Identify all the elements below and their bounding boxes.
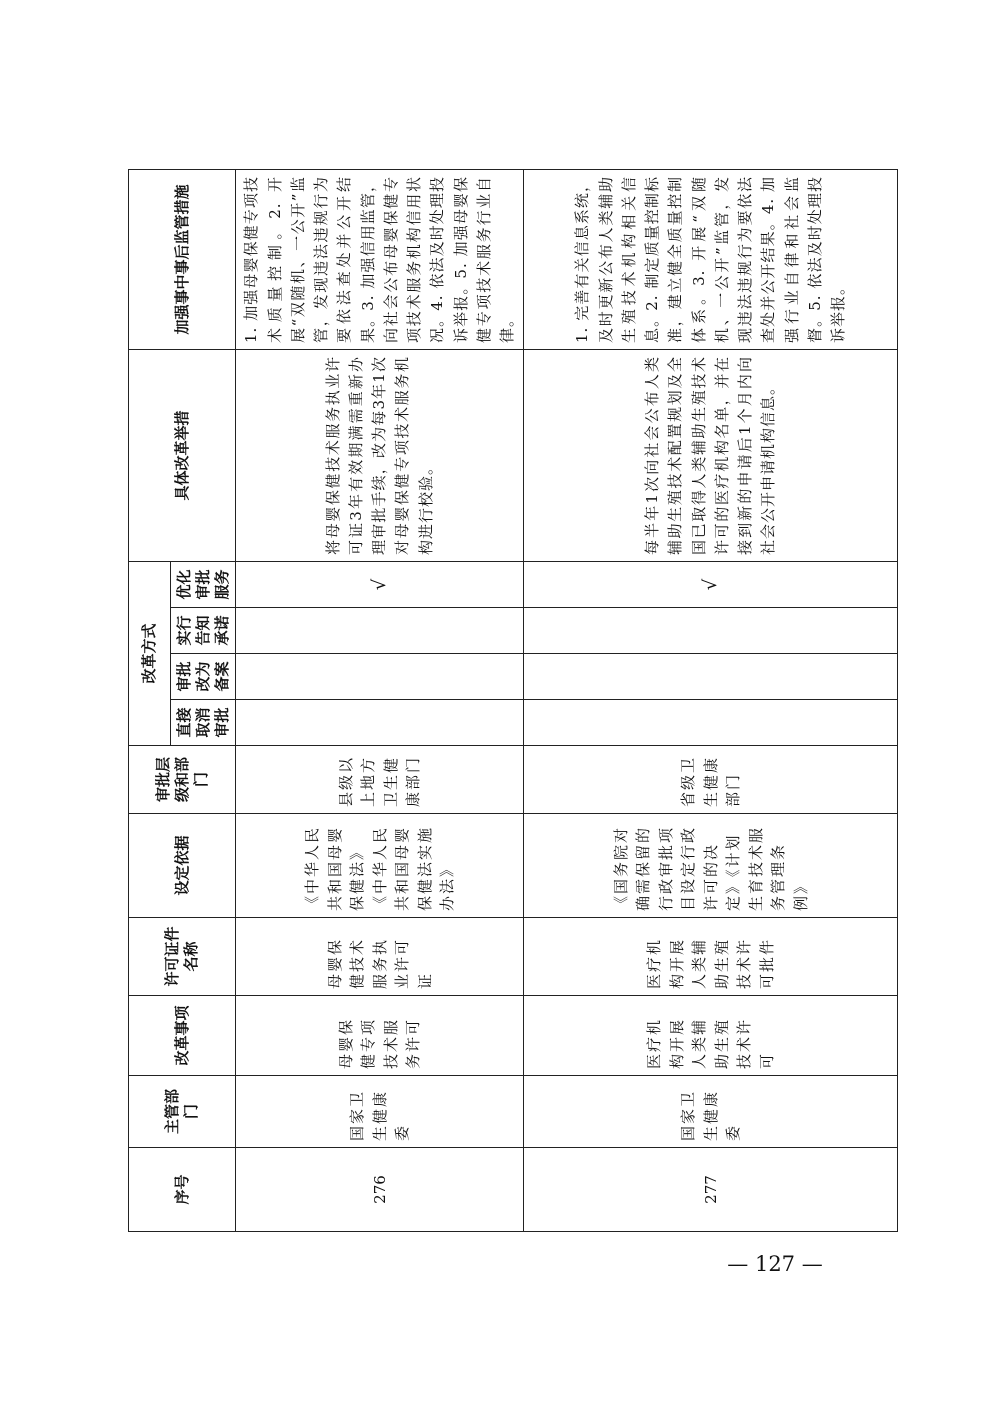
- cell-measures: 将母婴保健技术服务执业许可证3年有效期满需重新办理审批手续，改为每3年1次对母婴保健专项技术服务机构进行校验。: [236, 349, 524, 561]
- header-mode-notify: 实行告知承诺: [171, 608, 236, 654]
- cell-supervision: 1. 加强母婴保健专项技术质量控制。2. 开展“双随机、一公开”监管，发现违法违规行为要依法查处并公开结果。3. 加强信用监管，向社会公布母婴保健专项技术服务机构信用状况。4. 依法及时处理投诉举报。5. 加强母婴保健专项技术服务行业自律。: [236, 169, 524, 349]
- cell-mode-optimize: [524, 561, 898, 607]
- cell-seq: 276: [236, 1148, 524, 1232]
- header-dept: 主管部门: [129, 1076, 236, 1148]
- header-mode-record: 审批改为备案: [171, 654, 236, 700]
- cell-seq: 277: [524, 1148, 898, 1232]
- header-level: 审批层级和部门: [129, 746, 236, 814]
- header-measures: 具体改革举措: [129, 349, 236, 561]
- cell-mode-optimize: [236, 561, 524, 607]
- header-license: 许可证件名称: [129, 918, 236, 996]
- header-mode-optimize: 优化审批服务: [171, 561, 236, 607]
- cell-mode-record: [524, 654, 898, 700]
- header-mode-group: 改革方式: [129, 561, 171, 745]
- reform-items-table: [128, 169, 898, 1232]
- cell-supervision: 1. 完善有关信息系统，及时更新公布人类辅助生殖技术机构相关信息。2. 制定质量控制标准，建立健全质量控制体系。3. 开展“双随机、一公开”监管，发现违法违规行为要依法查处并公开结果。4. 加强行业自律和社会监督。5. 依法及时处理投诉举报。: [524, 169, 898, 349]
- cell-dept: 国家卫生健康委: [236, 1076, 524, 1148]
- cell-measures: 每半年1次向社会公布人类辅助生殖技术配置规划及全国已取得人类辅助生殖技术许可的医疗机构名单，并在接到新的申请后1个月内向社会公开申请机构信息。: [524, 349, 898, 561]
- header-basis: 设定依据: [129, 814, 236, 918]
- header-mode-cancel: 直接取消审批: [171, 700, 236, 746]
- cell-mode-record: [236, 654, 524, 700]
- cell-level: 省级卫生健康部门: [524, 746, 898, 814]
- cell-mode-notify: [236, 608, 524, 654]
- page-number: — 127 —: [727, 1252, 823, 1276]
- cell-license: 母婴保健技术服务执业许可证: [236, 918, 524, 996]
- cell-dept: 国家卫生健康委: [524, 1076, 898, 1148]
- check-mark-icon: √: [700, 578, 722, 591]
- table-row: [236, 169, 524, 1231]
- cell-item: 医疗机构开展人类辅助生殖技术许可: [524, 996, 898, 1076]
- cell-mode-cancel: [524, 700, 898, 746]
- cell-level: 县级以上地方卫生健康部门: [236, 746, 524, 814]
- header-supervision: 加强事中事后监管措施: [129, 169, 236, 349]
- cell-basis: 《中华人民共和国母婴保健法》《中华人民共和国母婴保健法实施办法》: [236, 814, 524, 918]
- table-row: [524, 169, 898, 1231]
- cell-item: 母婴保健专项技术服务许可: [236, 996, 524, 1076]
- cell-license: 医疗机构开展人类辅助生殖技术许可批件: [524, 918, 898, 996]
- cell-mode-cancel: [236, 700, 524, 746]
- cell-basis: 《国务院对确需保留的行政审批项目设定行政许可的决定》《计划生育技术服务管理条例》: [524, 814, 898, 918]
- rotated-table-wrapper: [128, 170, 864, 1232]
- header-item: 改革事项: [129, 996, 236, 1076]
- cell-mode-notify: [524, 608, 898, 654]
- check-mark-icon: √: [369, 578, 391, 591]
- header-seq: 序号: [129, 1148, 236, 1232]
